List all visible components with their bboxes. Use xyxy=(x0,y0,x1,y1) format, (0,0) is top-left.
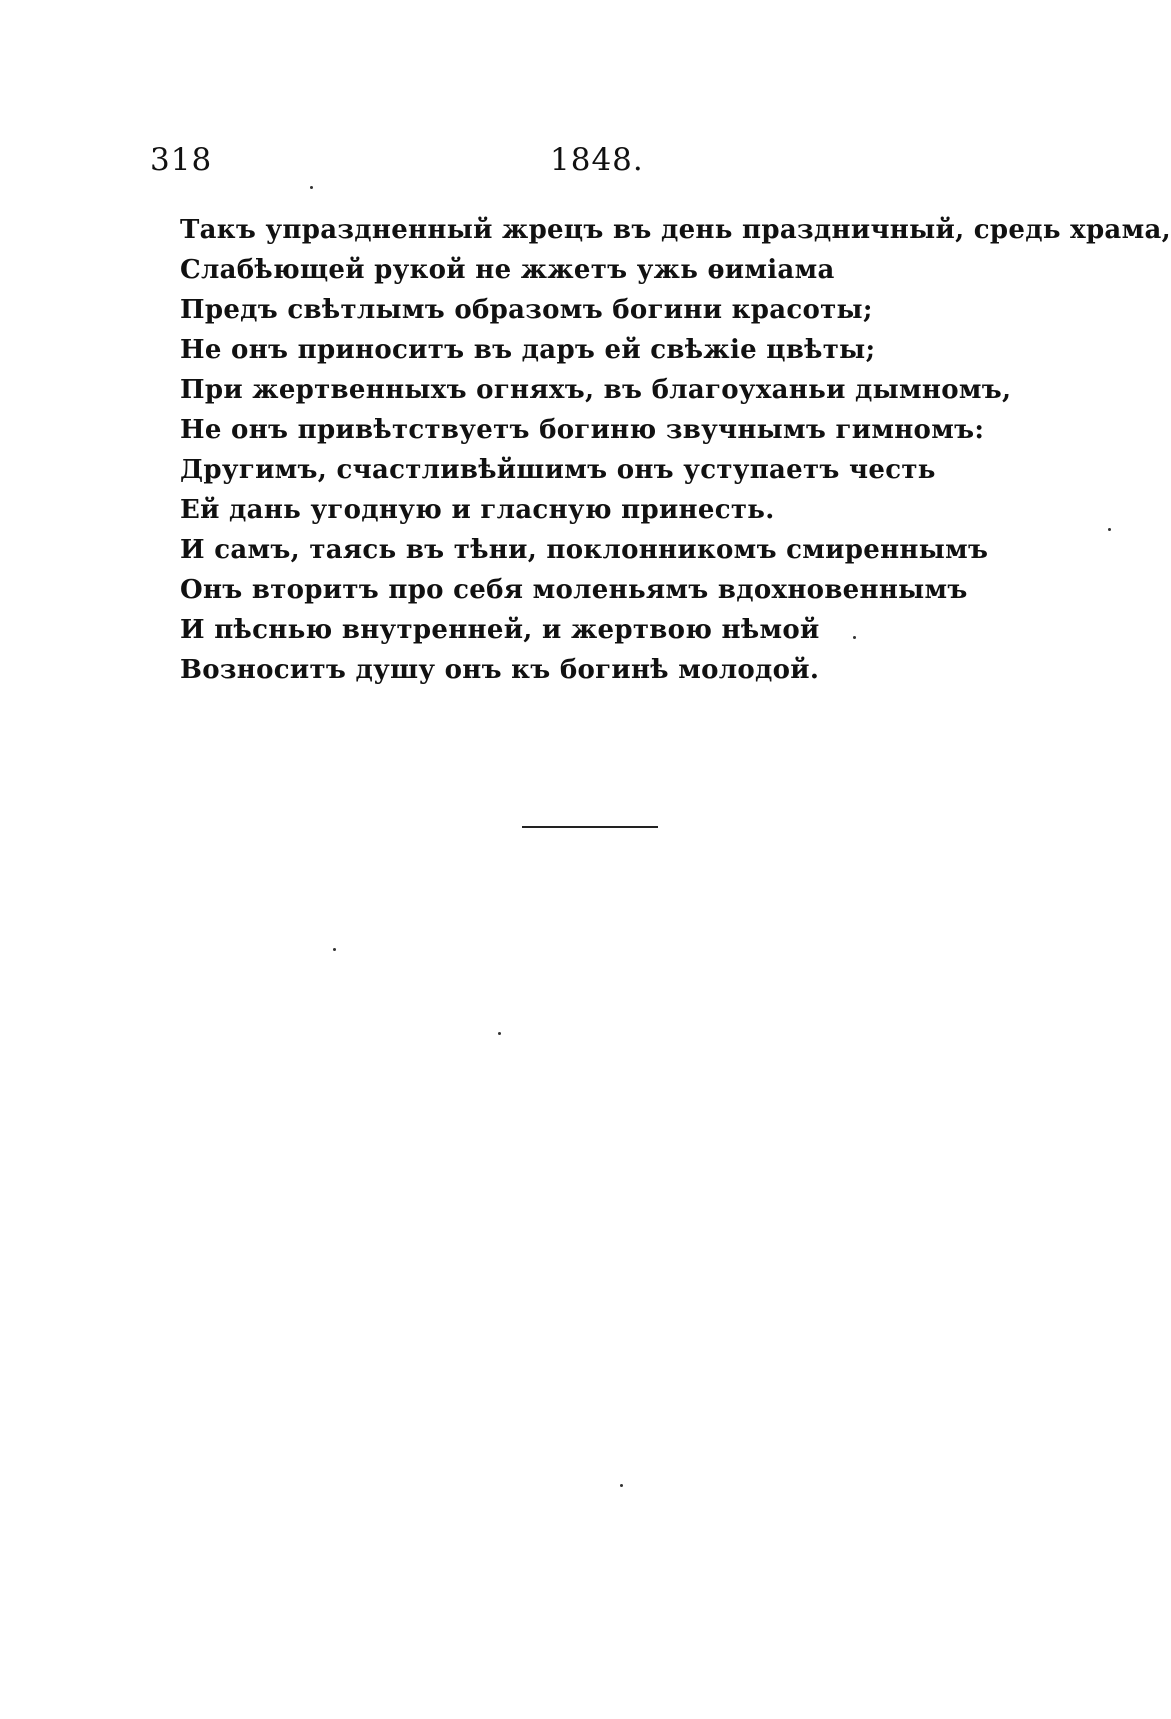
print-speck xyxy=(333,948,336,951)
poem-line: Предъ свѣтлымъ образомъ богини красоты; xyxy=(180,295,873,325)
section-divider-rule xyxy=(522,826,658,828)
poem-line: Не онъ приноситъ въ даръ ей свѣжіе цвѣты; xyxy=(180,335,876,365)
poem-line: И самъ, таясь въ тѣни, поклонникомъ смиреннымъ xyxy=(180,535,989,565)
print-speck xyxy=(498,1032,501,1035)
print-speck xyxy=(853,636,856,639)
poem-line: Возноситъ душу онъ къ богинѣ молодой. xyxy=(180,655,820,685)
print-speck xyxy=(310,186,313,189)
poem-line: И пѣснью внутренней, и жертвою нѣмой xyxy=(180,615,820,645)
poem-line: Онъ вторитъ про себя моленьямъ вдохновеннымъ xyxy=(180,575,968,605)
poem-line: Ей дань угодную и гласную принесть. xyxy=(180,495,775,525)
poem-line: Такъ упраздненный жрецъ въ день праздничный, средь храма, xyxy=(180,215,1171,245)
poem-line: Не онъ привѣтствуетъ богиню звучнымъ гимномъ: xyxy=(180,415,985,445)
running-head-year: 1848. xyxy=(550,142,644,178)
print-speck xyxy=(1108,528,1111,531)
poem-text xyxy=(180,210,1171,690)
poem-line: Слабѣющей рукой не жжетъ ужь ѳиміама xyxy=(180,255,835,285)
print-speck xyxy=(620,1484,623,1487)
poem-line: Другимъ, счастливѣйшимъ онъ уступаетъ честь xyxy=(180,455,936,485)
page-number: 318 xyxy=(150,142,213,178)
poem-line: При жертвенныхъ огняхъ, въ благоуханьи дымномъ, xyxy=(180,375,1012,405)
